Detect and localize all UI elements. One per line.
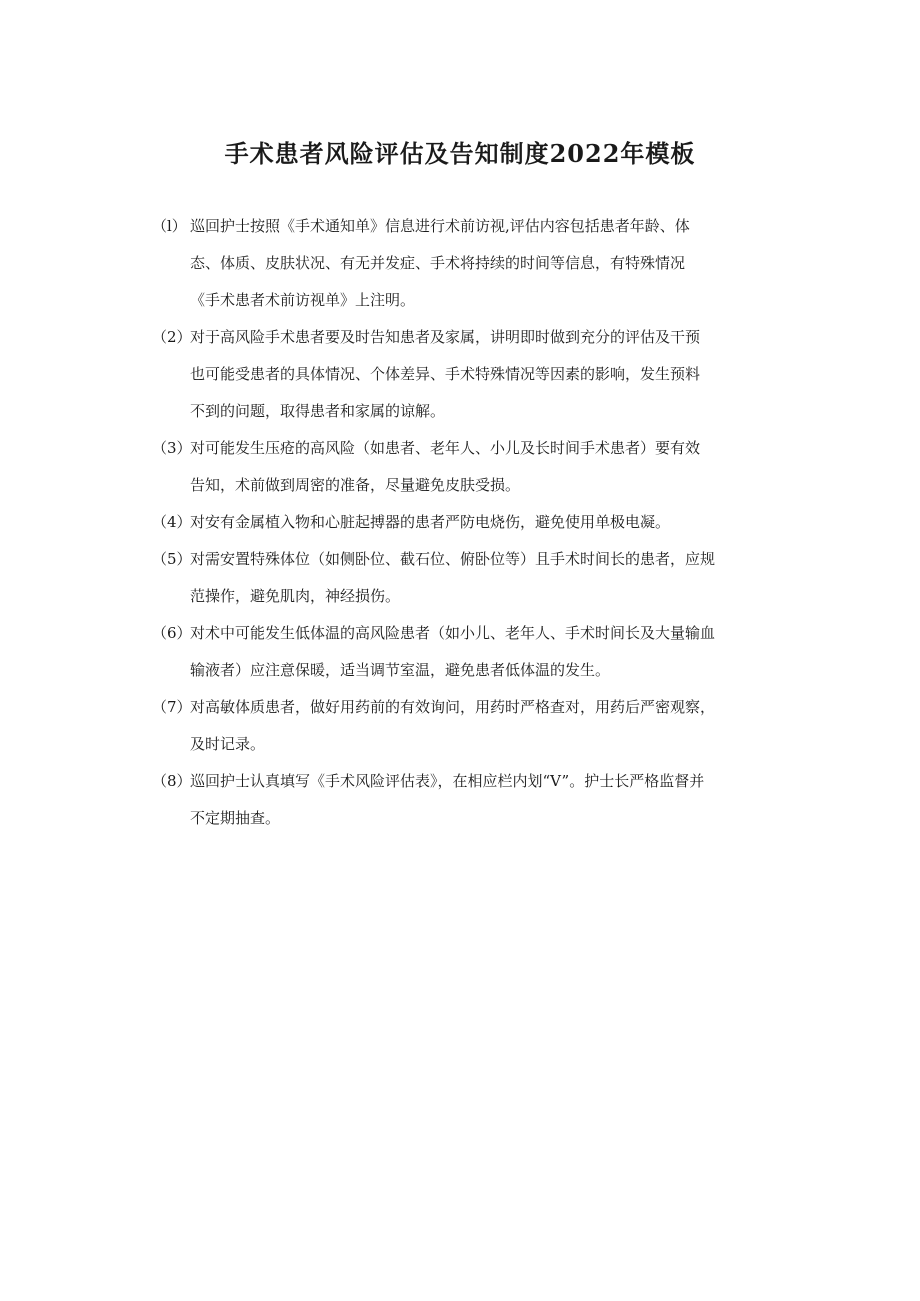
regulation-list — [152, 208, 802, 837]
item-number: （7） — [152, 698, 192, 716]
list-item — [152, 541, 802, 615]
item-text — [190, 763, 802, 837]
item-number: （4） — [152, 513, 192, 531]
list-item — [152, 504, 802, 541]
item-number: （5） — [152, 550, 192, 568]
item-text-line: 对需安置特殊体位（如侧卧位、截石位、俯卧位等）且手术时间长的患者，应规 — [190, 550, 716, 568]
document-title: 手术患者风险评估及告知制度2022年模板 — [224, 139, 696, 169]
item-text-line: 范操作，避免肌肉，神经损伤。 — [190, 587, 401, 605]
item-text-line: 对安有金属植入物和心脏起搏器的患者严防电烧伤，避免使用单极电凝。 — [190, 513, 671, 531]
item-text-line: 巡回护士按照《手术通知单》信息进行术前访视,评估内容包括患者年龄、体 — [190, 217, 690, 235]
item-text-line: 对于高风险手术患者要及时告知患者及家属，讲明即时做到充分的评估及干预 — [190, 328, 701, 346]
item-text — [190, 208, 802, 319]
item-text-line: 态、体质、皮肤状况、有无并发症、手术将持续的时间等信息，有特殊情况 — [190, 254, 686, 272]
item-text-line: 及时记录。 — [190, 735, 266, 753]
item-number: （2） — [152, 328, 192, 346]
item-text-line: 不到的问题，取得患者和家属的谅解。 — [190, 402, 446, 420]
item-text — [190, 430, 802, 504]
item-text — [190, 615, 802, 689]
item-text — [190, 689, 802, 763]
item-number: （l） — [152, 217, 187, 235]
item-text-line: 巡回护士认真填写《手术风险评估表》，在相应栏内划“V”。护士长严格监督并 — [190, 772, 705, 790]
item-number: （6） — [152, 624, 192, 642]
item-text-line: 不定期抽查。 — [190, 809, 281, 827]
list-item — [152, 615, 802, 689]
list-item — [152, 763, 802, 837]
item-text-line: 对可能发生压疮的高风险（如患者、老年人、小儿及长时间手术患者）要有效 — [190, 439, 701, 457]
list-item — [152, 689, 802, 763]
list-item — [152, 208, 802, 319]
item-text-line: 也可能受患者的具体情况、个体差异、手术特殊情况等因素的影响，发生预料 — [190, 365, 701, 383]
list-item — [152, 319, 802, 430]
item-text-line: 《手术患者术前访视单》上注明。 — [190, 291, 416, 309]
item-number: （8） — [152, 772, 192, 790]
item-text-line: 输液者）应注意保暖，适当调节室温，避免患者低体温的发生。 — [190, 661, 611, 679]
item-text-line: 对术中可能发生低体温的高风险患者（如小儿、老年人、手术时间长及大量输血 — [190, 624, 716, 642]
list-item — [152, 430, 802, 504]
item-text-line: 对高敏体质患者，做好用药前的有效询问，用药时严格查对，用药后严密观察， — [190, 698, 716, 716]
item-text-line: 告知，术前做到周密的准备，尽量避免皮肤受损。 — [190, 476, 521, 494]
item-text — [190, 504, 802, 541]
item-text — [190, 541, 802, 615]
item-number: （3） — [152, 439, 192, 457]
item-text — [190, 319, 802, 430]
